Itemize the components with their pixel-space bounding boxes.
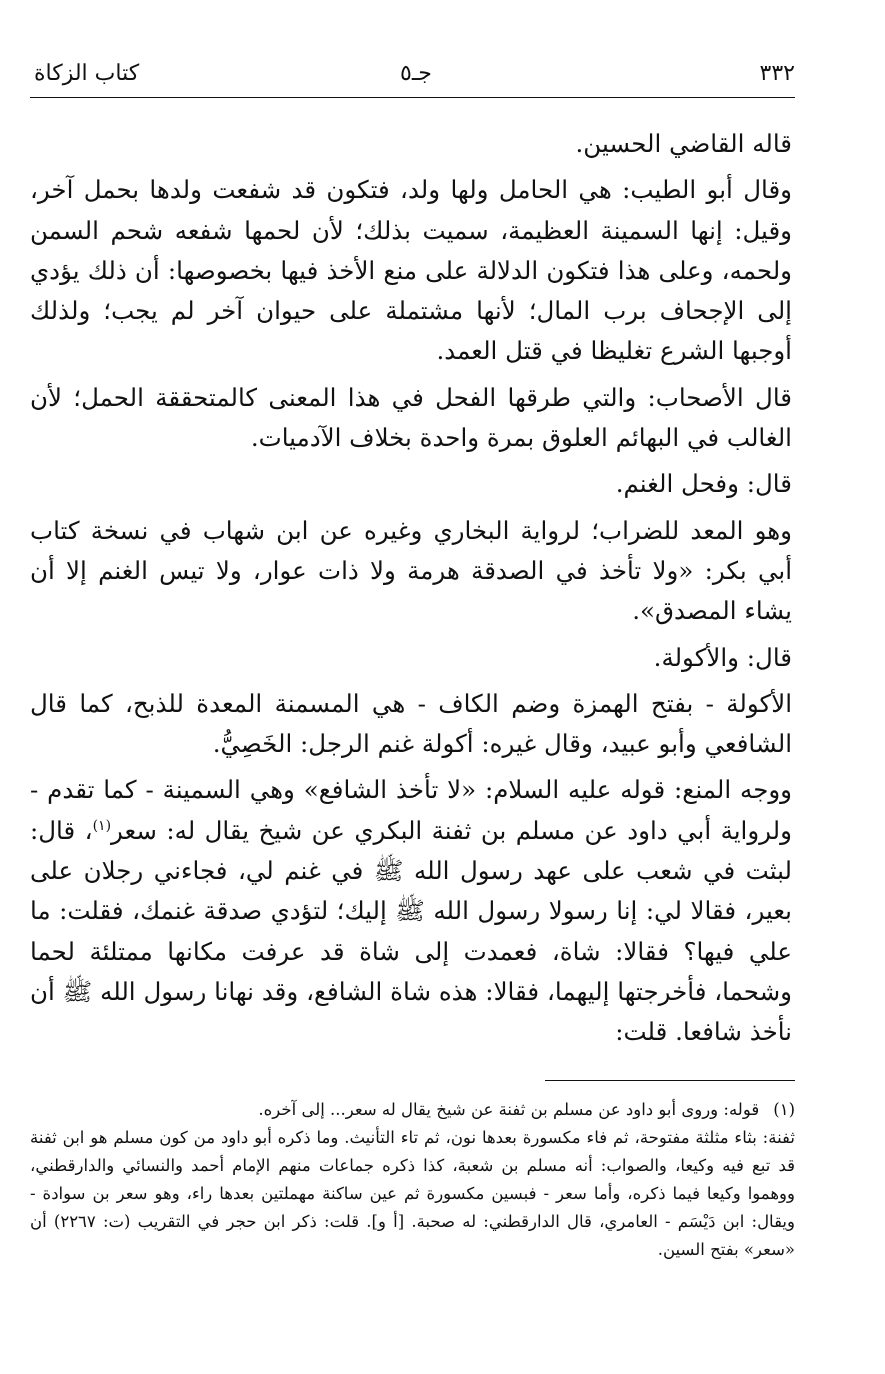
paragraph: قال: والأكولة.: [653, 642, 792, 672]
footnote-divider: [545, 1080, 795, 1081]
paragraph: قال الأصحاب: والتي طرقها الفحل في هذا المعنى كالمتحققة الحمل؛ لأن الغالب في البهائم العلوق بمرة واحدة بخلاف الآدميات.: [30, 382, 792, 453]
footnote-body: ثفنة: بثاء مثلثة مفتوحة، ثم فاء مكسورة بعدها نون، ثم تاء التأنيث. وما ذكره أبو داود من كون مسلم هو ابن ثفنة قد تبع فيه وكيعا، والصواب: أنه مسلم بن شعبة، كذا ذكره جماعات منهم الإمام أحمد والنسائي والدارقطني، ووهموا وكيعا فيما ذكره، وأما سعر - فبسين مكسورة ثم عين ساكنة مهملتين بعدها راء، وهو سعر بن سوادة - ويقال: ابن دَيْسَم - العامري، قال الدارقطني: له صحبة. [أ و]. قلت: ذكر ابن حجر في التقريب (ت: ٢٢٦٧) أن «سعر» بفتح السين.: [30, 1128, 795, 1259]
footnote-number: (١): [773, 1100, 795, 1119]
footnote-line: قوله: وروى أبو داود عن مسلم بن ثفنة عن شيخ يقال له سعر... إلى آخره.: [258, 1100, 760, 1119]
book-title: كتاب الزكاة: [34, 61, 140, 86]
paragraph: وقال أبو الطيب: هي الحامل ولها ولد، فتكون قد شفعت ولدها بحمل آخر، وقيل: إنها السمينة العظيمة، سميت بذلك؛ لأن لحمها شفعه شحم السمن ولحمه، وعلى هذا فتكون الدلالة على منع الأخذ فيها بخصوصها: أن ذلك يؤدي إلى الإجحاف برب المال؛ لأنها مشتملة على حيوان آخر لم يجب؛ ولذلك أوجبها الشرع تغليظا في قتل العمد.: [30, 175, 792, 366]
paragraph: الأكولة - بفتح الهمزة وضم الكاف - هي المسمنة المعدة للذبح، كما قال الشافعي وأبو عبيد، وقال غيره: أكولة غنم الرجل: الخَصِيُّ.: [30, 688, 792, 759]
header-divider: [30, 97, 795, 98]
paragraph-text: ، قال: لبثت في شعب على عهد رسول الله ﷺ في غنم لي، فجاءني رجلان على بعير، فقالا لي: إنا رسولا رسول الله ﷺ إليك؛ لتؤدي صدقة غنمك، فقلت: ما علي فيها؟ فقالا: شاة، فعمدت إلى شاة قد عرفت مكانها ممتلئة لحما وشحما، فأخرجتها إليهما، فقالا: هذه شاة الشافع، وقد نهانا رسول الله ﷺ أن نأخذ شافعا. قلت:: [30, 815, 792, 1047]
paragraph: قال: وفحل الغنم.: [615, 469, 792, 499]
paragraph: وهو المعد للضراب؛ لرواية البخاري وغيره عن ابن شهاب في نسخة كتاب أبي بكر: «ولا تأخذ في الصدقة هرمة ولا ذات عوار، ولا تيس الغنم إلا أن يشاء المصدق».: [30, 515, 792, 626]
footnote-first-line: [30, 1096, 795, 1124]
paragraph: قاله القاضي الحسين.: [575, 129, 792, 158]
paragraph-text: ووجه المنع: قوله عليه السلام: «لا تأخذ الشافع» وهي السمينة - كما تقدم - ولرواية أبي داود عن مسلم بن ثفنة البكري عن شيخ يقال له: سعر: [30, 775, 792, 845]
volume-number: جـ٥: [400, 61, 432, 86]
page-number: ٣٣٢: [759, 61, 795, 86]
running-header: [30, 58, 795, 94]
main-text: [30, 124, 792, 1053]
paragraph: [30, 770, 792, 1052]
footnote: [30, 1096, 795, 1264]
footnote-reference[interactable]: (١): [92, 817, 112, 834]
